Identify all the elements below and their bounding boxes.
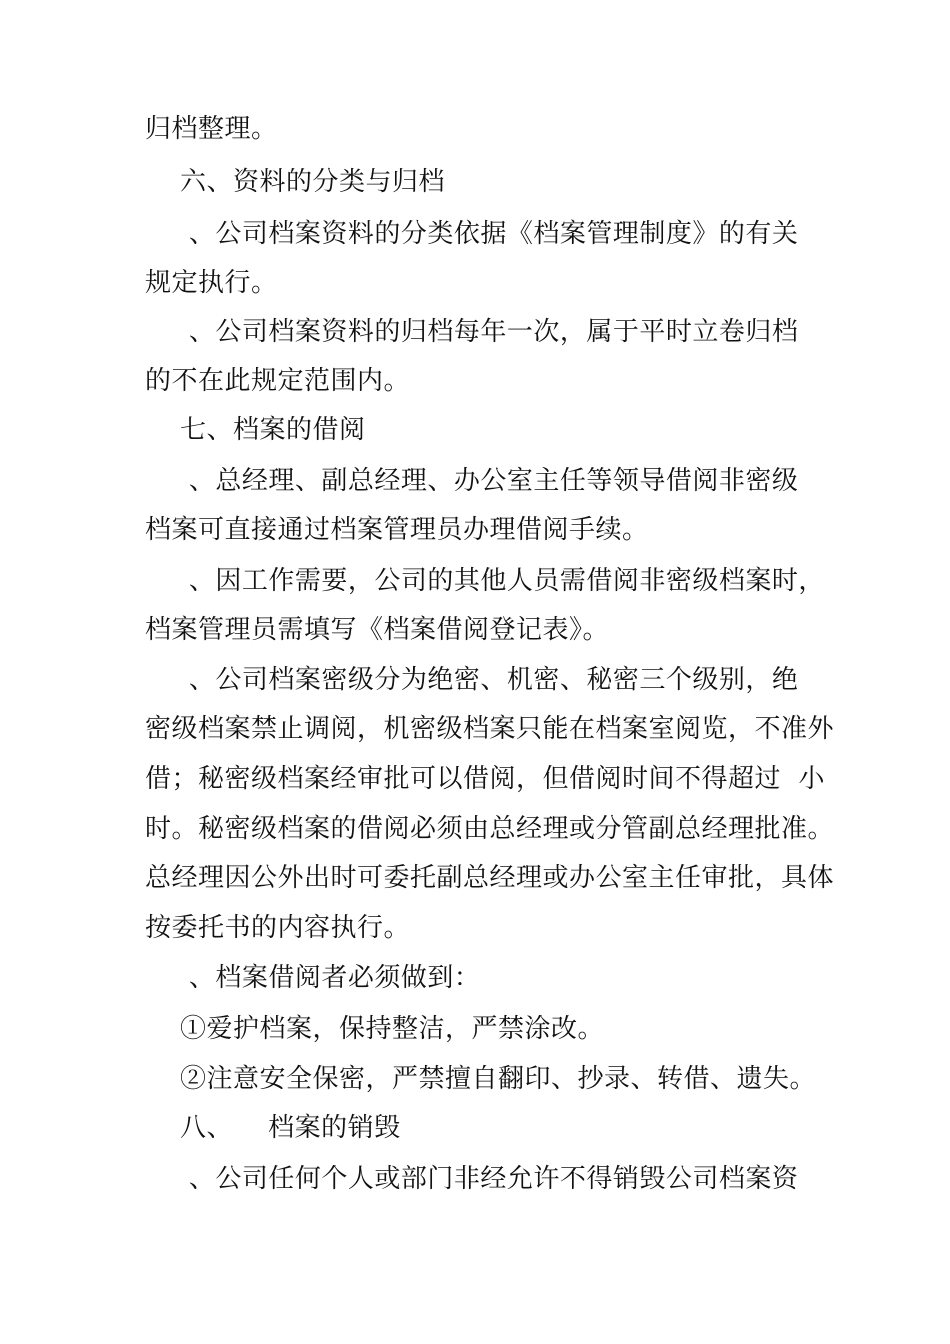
text-line: 总经理因公外出时可委托副总经理或办公室主任审批，具体 <box>145 863 835 893</box>
text-line: 密级档案禁止调阅，机密级档案只能在档案室阅览，不准外 <box>145 714 835 744</box>
section-heading: 八、 档案的销毁 <box>145 1113 401 1143</box>
text-line: 、公司档案资料的分类依据《档案管理制度》的有关 <box>145 219 799 249</box>
text-line: 规定执行。 <box>145 268 278 298</box>
text-line: 档案管理员需填写《档案借阅登记表》。 <box>145 615 610 645</box>
text-line: 的不在此规定范围内。 <box>145 366 411 396</box>
text-line: 时。秘密级档案的借阅必须由总经理或分管副总经理批准。 <box>145 814 835 844</box>
list-item: ①爱护档案，保持整洁，严禁涂改。 <box>145 1014 605 1044</box>
list-item: ②注意安全保密，严禁擅自翻印、抄录、转借、遗失。 <box>145 1064 817 1094</box>
text-line: 、公司档案资料的归档每年一次，属于平时立卷归档 <box>145 317 799 347</box>
text-line: 、因工作需要，公司的其他人员需借阅非密级档案时， <box>145 566 825 596</box>
section-heading: 六、资料的分类与归档 <box>145 167 446 197</box>
text-line: 、档案借阅者必须做到： <box>145 963 481 993</box>
section-heading: 七、档案的借阅 <box>145 415 366 445</box>
text-line: 、公司档案密级分为绝密、机密、秘密三个级别，绝 <box>145 665 799 695</box>
text-line: 归档整理。 <box>145 114 278 144</box>
text-line: 按委托书的内容执行。 <box>145 913 411 943</box>
text-line: 档案可直接通过档案管理员办理借阅手续。 <box>145 515 649 545</box>
text-line: 借；秘密级档案经审批可以借阅，但借阅时间不得超过 小 <box>145 764 826 794</box>
text-line: 、公司任何个人或部门非经允许不得销毁公司档案资 <box>145 1164 799 1194</box>
text-line: 、总经理、副总经理、办公室主任等领导借阅非密级 <box>145 466 799 496</box>
